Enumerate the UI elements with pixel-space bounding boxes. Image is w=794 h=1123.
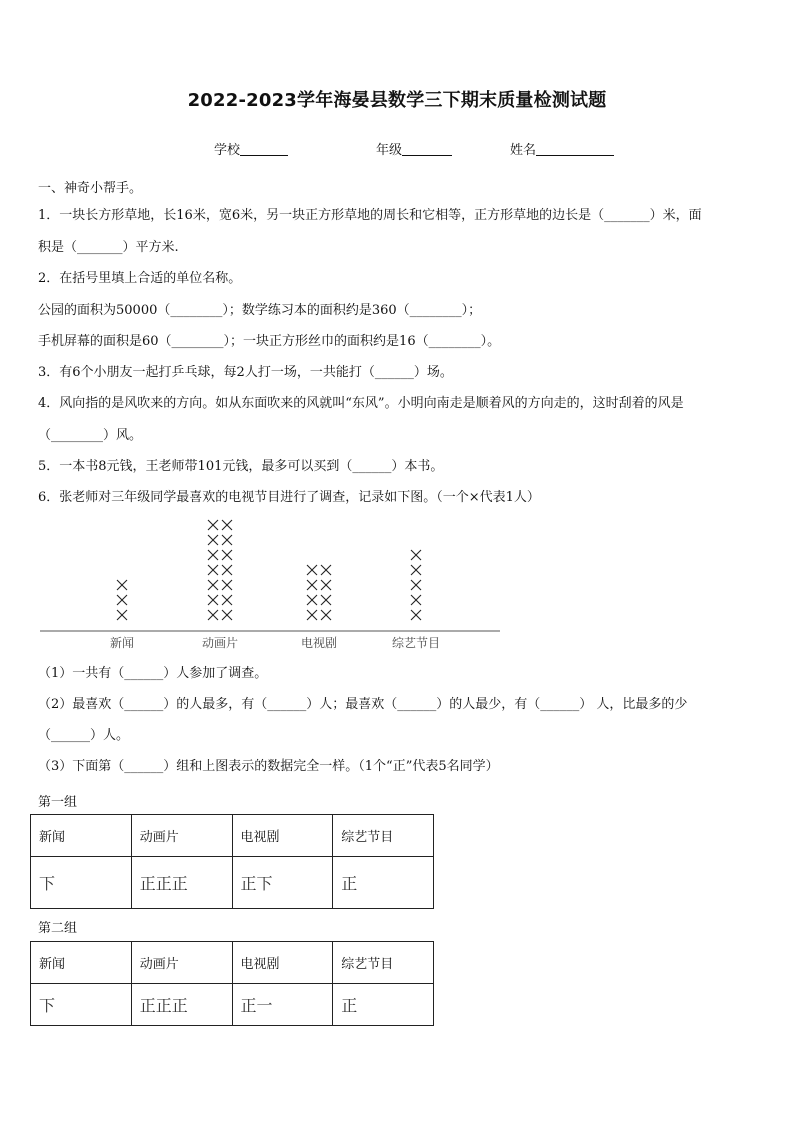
pictograph-chart: [38, 516, 508, 656]
pictograph-mark: [222, 595, 232, 605]
school-label: 学校: [214, 143, 241, 158]
pictograph-mark: [208, 595, 218, 605]
pictograph-mark: [222, 610, 232, 620]
name-field: [510, 139, 614, 158]
grade-label: 年级: [376, 143, 403, 158]
category-label-tv-drama: 电视剧: [300, 636, 337, 650]
tally-cell: 下: [31, 857, 132, 909]
sub-question-3: （3）下面第（______）组和上图表示的数据完全一样。（1个“正”代表5名同学）: [38, 759, 499, 774]
school-field: [214, 139, 288, 158]
pictograph-mark: [321, 610, 331, 620]
pictograph-mark: [222, 535, 232, 545]
pictograph-mark: [208, 610, 218, 620]
category-label-variety: 综艺节目: [391, 636, 440, 650]
header-cell: 电视剧: [232, 815, 333, 857]
grade-blank[interactable]: [402, 142, 452, 156]
q2-line: 2．在括号里填上合适的单位名称。: [38, 271, 242, 286]
header-cell: 新闻: [31, 815, 132, 857]
table-row: [31, 815, 434, 857]
category-label-cartoon: 动画片: [201, 636, 238, 650]
sub-question-2-line1: （2）最喜欢（______）的人最多，有（______）人；最喜欢（______）的人最少，有（______） 人，比最多的少: [38, 697, 688, 712]
pictograph-mark: [307, 610, 317, 620]
q4-line2: （________）风。: [38, 428, 143, 443]
q1-line2: 积是（_______）平方米.: [38, 240, 179, 255]
pictograph-mark: [222, 550, 232, 560]
header-cell: 电视剧: [232, 942, 333, 984]
section-heading: 一、神奇小帮手。: [38, 181, 143, 196]
table-row: [31, 857, 434, 909]
q2-line2: 公园的面积为50000（________）；数学练习本的面积约是360（________）；: [38, 303, 482, 318]
header-cell: 动画片: [131, 815, 232, 857]
header-cell: 综艺节目: [333, 942, 434, 984]
q1-line1: 1．一块长方形草地，长16米，宽6米，另一块正方形草地的周长和它相等，正方形草地的边长是（_______）米，面: [38, 208, 702, 223]
group1-title: 第一组: [38, 795, 78, 810]
category-label-news: 新闻: [109, 636, 134, 650]
sub-question-2-line2: （______）人。: [38, 728, 130, 743]
tally-cell: 正正正: [131, 984, 232, 1026]
pictograph-mark: [321, 565, 331, 575]
pictograph-mark: [117, 580, 127, 590]
header-cell: 新闻: [31, 942, 132, 984]
page-title: 2022-2023学年海晏县数学三下期末质量检测试题: [187, 90, 607, 111]
tally-cell: 下: [31, 984, 132, 1026]
q4-line1: 4．风向指的是风吹来的方向。如从东面吹来的风就叫“东风”。小明向南走是顺着风的方向走的，这时刮着的风是: [38, 396, 684, 411]
pictograph-mark: [208, 580, 218, 590]
pictograph-mark: [117, 595, 127, 605]
header-cell: 综艺节目: [333, 815, 434, 857]
name-label: 姓名: [510, 143, 537, 158]
group2-table: [30, 941, 434, 1026]
q6-line: 6．张老师对三年级同学最喜欢的电视节目进行了调查，记录如下图。（一个×代表1人）: [38, 490, 540, 505]
group2-title: 第二组: [38, 921, 78, 936]
pictograph-mark: [411, 595, 421, 605]
tally-cell: 正正正: [131, 857, 232, 909]
pictograph-mark: [208, 565, 218, 575]
q2-line3: 手机屏幕的面积是60（________）；一块正方形丝巾的面积约是16（________）。: [38, 334, 501, 349]
pictograph-mark: [307, 565, 317, 575]
group1-table: [30, 814, 434, 909]
pictograph-mark: [411, 610, 421, 620]
pictograph-mark: [321, 580, 331, 590]
pictograph-mark: [208, 550, 218, 560]
tally-cell: 正: [333, 984, 434, 1026]
pictograph-mark: [222, 565, 232, 575]
grade-field: [376, 139, 452, 158]
header-cell: 动画片: [131, 942, 232, 984]
table-row: [31, 942, 434, 984]
pictograph-mark: [411, 550, 421, 560]
pictograph-mark: [307, 580, 317, 590]
pictograph-mark: [222, 580, 232, 590]
school-blank[interactable]: [240, 142, 288, 156]
pictograph-mark: [411, 565, 421, 575]
pictograph-mark: [307, 595, 317, 605]
pictograph-mark: [208, 535, 218, 545]
tally-cell: 正一: [232, 984, 333, 1026]
name-blank[interactable]: [536, 142, 614, 156]
q5-line: 5．一本书8元钱，王老师带101元钱，最多可以买到（______）本书。: [38, 459, 444, 474]
pictograph-mark: [222, 520, 232, 530]
q3-line: 3．有6个小朋友一起打乒乓球，每2人打一场，一共能打（______）场。: [38, 365, 453, 380]
table-row: [31, 984, 434, 1026]
pictograph-mark: [208, 520, 218, 530]
pictograph-mark: [117, 610, 127, 620]
pictograph-mark: [411, 580, 421, 590]
sub-question-1: （1）一共有（______）人参加了调查。: [38, 666, 268, 681]
pictograph-mark: [321, 595, 331, 605]
tally-cell: 正下: [232, 857, 333, 909]
tally-cell: 正: [333, 857, 434, 909]
